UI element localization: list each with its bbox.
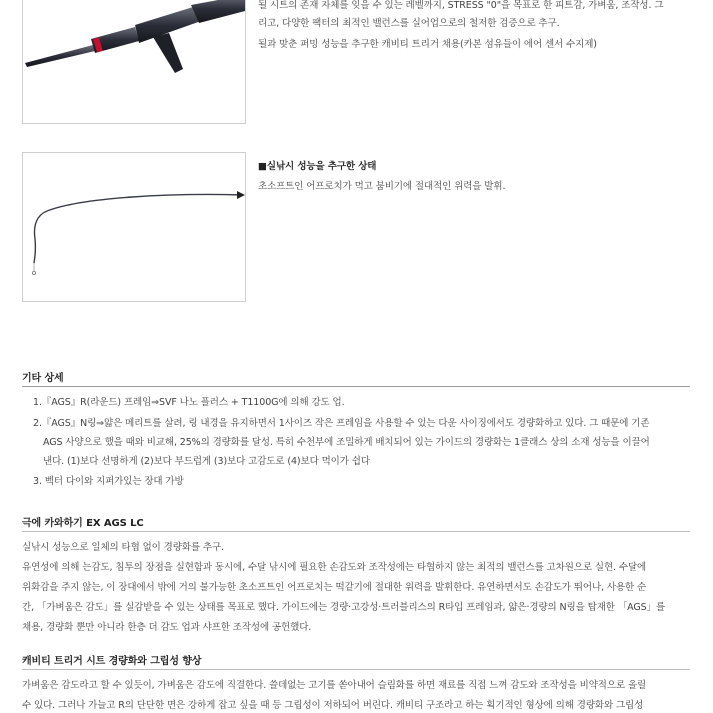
rod-blank (25, 45, 95, 67)
top-line-3: 될과 맞춘 퍼밍 성능을 추구한 캐비티 트리거 채용(카본 섬유들이 에어 센서 수지제) (258, 39, 597, 50)
rod-bend-image (22, 152, 246, 302)
detail-item-1: 1.『AGS』R(라운드) 프레임⇒SVF 나노 플러스 + T1100G에 의해 강도 업. (33, 397, 345, 408)
cavity-divider (22, 669, 690, 670)
detail-item-2b: AGS 사양으로 했을 때와 비교해, 25%의 경량화를 달성. 특히 수천부에 조밀하게 배치되어 있는 가이드의 경량화는 1클래스 상의 소재 성능을 이끌어 (43, 437, 650, 448)
rod-butt-marker (237, 191, 245, 199)
ex-ags-heading: 극에 카와하기 EX AGS LC (22, 518, 144, 529)
trigger (153, 33, 183, 73)
bent-rod-line (34, 195, 243, 263)
ex-ags-line-1: 실낚시 성능으로 일체의 타협 없이 경량화를 추구. (22, 542, 224, 553)
rod-grip-image (22, 0, 246, 124)
ex-ags-divider (22, 531, 690, 532)
other-details-heading: 기타 상세 (22, 373, 64, 384)
rod-bend-illustration (23, 153, 245, 301)
ex-ags-line-2: 유연성에 의해 는감도, 침투의 장점을 실현함과 동시에, 수달 낚시에 필요한 손감도와 조작성에는 타협하지 않는 최적의 밸런스를 고차원으로 실현. 수달에 (22, 562, 647, 573)
cavity-line-1: 가벼움은 감도라고 할 수 있듯이, 가벼움은 감도에 직결한다. 쓸데없는 고기를 쏟아내어 슬림화를 하면 재료를 직접 느껴 감도와 조작성을 비약적으로 올릴 (22, 680, 647, 691)
bend-title: ■실낚시 성능을 추구한 상태 (258, 161, 377, 172)
top-line-2: 리고, 다양한 팩터의 최적인 밸런스를 실어업으로의 철저한 검증으로 추구. (258, 18, 560, 29)
ex-ags-line-5: 채용, 경량화 뿐만 아니라 한층 더 감도 업과 샤프한 조작성에 공헌했다. (22, 622, 312, 633)
detail-item-2c: 낸다. (1)보다 선명하게 (2)보다 부드럽게 (3)보다 고감도로 (4)보다 먹이가 쉽다 (43, 456, 370, 467)
top-line-1: 될 시트의 존재 자체를 잊을 수 있는 레벨까지, STRESS "0"을 목표로 한 피트감, 가벼움, 조작성. 그 (258, 0, 664, 11)
cavity-line-2: 수 있다. 그러나 가늘고 R의 단단한 면은 강하게 잡고 싶을 때 등 그립성이 저하되어 버린다. 캐비티 구조라고 하는 획기적인 형상에 의해 경량화와 그립성 (22, 700, 644, 711)
cavity-heading: 캐비티 트리거 시트 경량화와 그립성 향상 (22, 656, 202, 667)
ex-ags-line-4: 간, 「가벼움은 감도」를 실감받을 수 있는 상태를 목표로 했다. 가이드에는 경량·고강성·트러블리스의 R타입 프레임과, 얇은·경량의 N링을 탑재한 「AGS」를 (22, 602, 666, 613)
other-details-divider (22, 386, 690, 387)
ex-ags-line-3: 위화감을 주지 않는, 이 장대에서 밖에 거의 불가능한 초소프트인 어프로치는 떡같기에 절대한 위력을 발휘한다. 유연하면서도 손감도가 뛰어나, 사용한 순 (22, 582, 647, 593)
fore-grip (191, 0, 245, 23)
detail-item-2: 2.『AGS』N링⇒얇은 메리트를 살려, 링 내경을 유지하면서 1사이즈 작은 프레임을 사용할 수 있는 다운 사이징에서도 경량화하고 있다. 그 때문에 기존 (33, 418, 650, 429)
bend-desc: 초소프트인 어프로치가 먹고 붐비기에 절대적인 위력을 발휘. (258, 181, 506, 192)
detail-item-3: 3. 벡터 다이와 지퍼가있는 장대 가방 (33, 476, 184, 487)
rod-grip-illustration (23, 0, 245, 123)
hook-icon (32, 271, 35, 274)
